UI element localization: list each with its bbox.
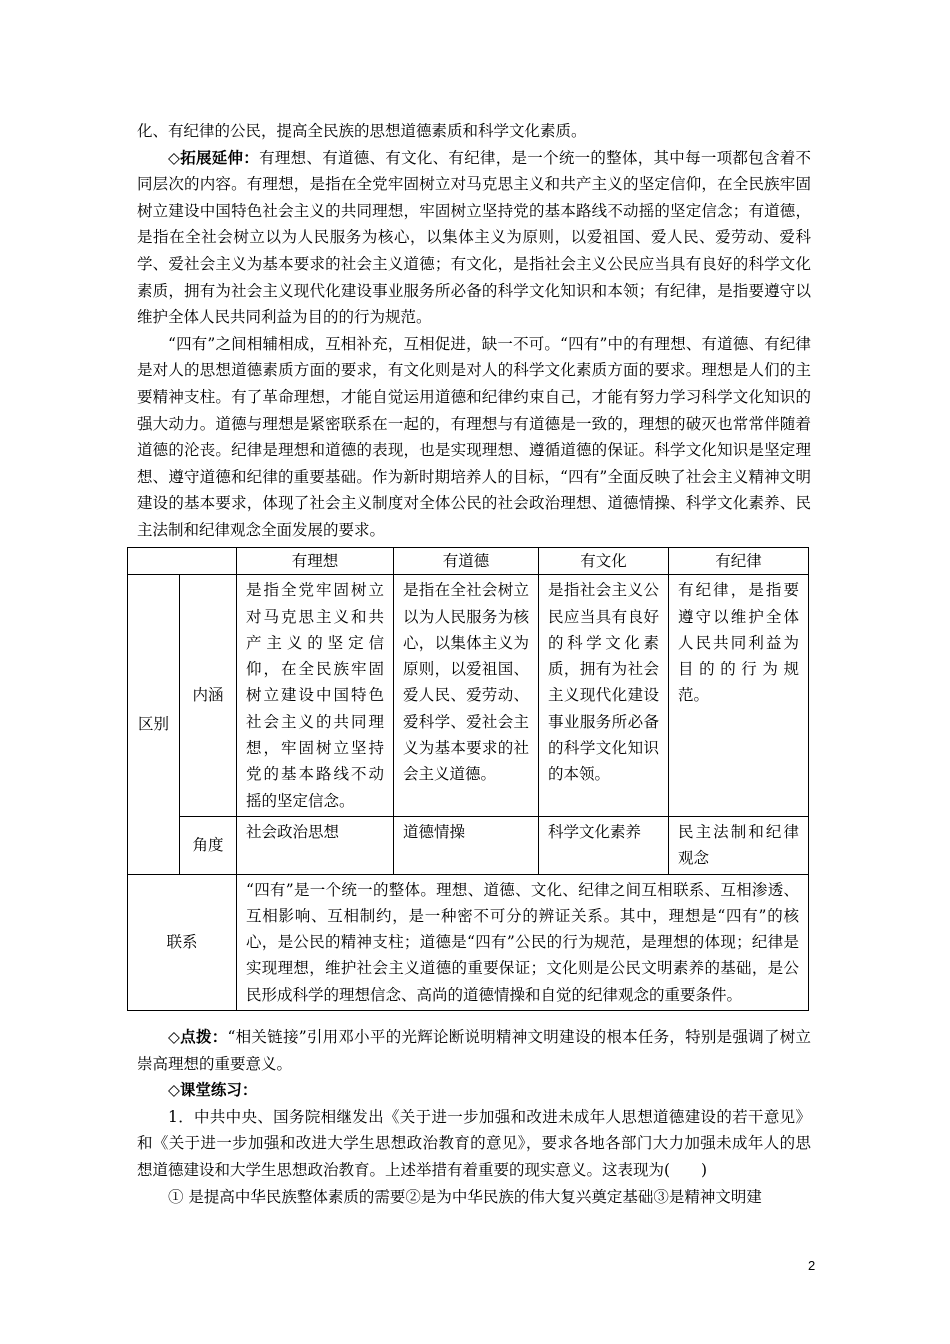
header-col: 有理想 <box>237 548 394 575</box>
table-cell: 是指全党牢固树立对马克思主义和共产主义的坚定信仰，在全民族牢固树立建设中国特色社会主义的共同理想，牢固树立坚持党的基本路线不动摇的坚定信念。 <box>237 575 394 817</box>
neihan-row <box>128 575 809 817</box>
extension-paragraph <box>137 145 811 331</box>
practice-label: ◇课堂练习： <box>168 1080 258 1100</box>
table-cell: 道德情操 <box>394 816 539 874</box>
question-1: 1．中共中央、国务院相继发出《关于进一步加强和改进未成年人思想道德建设的若干意见》和《关于进一步加强和改进大学生思想政治教育的意见》，要求各地各部门大力加强未成年人的思想道德建设和大学生思想政治教育。上述举措有着重要的现实意义。这表现为( ) <box>137 1107 811 1179</box>
header-col: 有纪律 <box>669 548 809 575</box>
intro-line: 化、有纪律的公民，提高全民族的思想道德素质和科学文化素质。 <box>137 122 587 140</box>
neihan-label: 内涵 <box>180 575 237 817</box>
jiaodu-row <box>128 816 809 874</box>
table-cell: 是指社会主义公民应当具有良好的科学文化素质，拥有为社会主义现代化建设事业服务所必备的科学文化知识的本领。 <box>539 575 669 817</box>
tip-label: ◇点拨： <box>168 1027 228 1046</box>
after-table-section <box>137 1024 811 1210</box>
options-line: ① 是提高中华民族整体素质的需要②是为中华民族的伟大复兴奠定基础③是精神文明建 <box>168 1187 762 1206</box>
header-empty <box>128 548 237 575</box>
page-number: 2 <box>808 1258 816 1273</box>
table-cell: 民主法制和纪律观念 <box>669 816 809 874</box>
comparison-table <box>127 547 809 1011</box>
tip-text: “相关链接”引用邓小平的光辉论断说明精神文明建设的根本任务，特别是强调了树立崇高理想的重要意义。 <box>137 1028 811 1073</box>
table-cell: 科学文化素养 <box>539 816 669 874</box>
extension-label: ◇拓展延伸： <box>168 147 260 167</box>
table-cell: 是指在全社会树立以为人民服务为核心，以集体主义为原则，以爱祖国、爱人民、爱劳动、爱科学、爱社会主义为基本要求的社会主义道德。 <box>394 575 539 817</box>
extension-text: 有理想、有道德、有文化、有纪律，是一个统一的整体，其中每一项都包含着不同层次的内容。有理想，是指在全党牢固树立对马克思主义和共产主义的坚定信仰，在全民族牢固树立建设中国特色社会主义的共同理想，牢固树立坚持党的基本路线不动摇的坚定信念；有道德，是指在全社会树立以为人民服务为核心，以集体主义为原则，以爱祖国、爱人民、爱劳动、爱科学、爱社会主义为基本要求的社会主义道德；有文化，是指社会主义公民应当具有良好的科学文化素质，拥有为社会主义现代化建设事业服务所必备的科学文化知识和本领；有纪律，是指要遵守以维护全体人民共同利益为目的的行为规范。 <box>137 148 811 327</box>
tip-paragraph <box>137 1024 811 1077</box>
lianxi-label: 联系 <box>128 874 237 1010</box>
document-body <box>137 118 811 544</box>
header-col: 有道德 <box>394 548 539 575</box>
table-header-row <box>128 548 809 575</box>
row-group-label: 区别 <box>128 575 180 874</box>
paragraph-2: “四有”之间相辅相成，互相补充，互相促进，缺一不可。“四有”中的有理想、有道德、有纪律是对人的思想道德素质方面的要求，有文化则是对人的科学文化素质方面的要求。理想是人们的主要精神支柱。有了革命理想，才能自觉运用道德和纪律约束自己，才能有努力学习科学文化知识的强大动力。道德与理想是紧密联系在一起的，有理想与有道德是一致的，理想的破灭也常常伴随着道德的沦丧。纪律是理想和道德的表现，也是实现理想、遵循道德的保证。科学文化知识是坚定理想、遵守道德和纪律的重要基础。作为新时期培养人的目标，“四有”全面反映了社会主义精神文明建设的基本要求，体现了社会主义制度对全体公民的社会政治理想、道德情操、科学文化素养、民主法制和纪律观念全面发展的要求。 <box>137 334 811 539</box>
lianxi-row <box>128 874 809 1010</box>
table-cell: 社会政治思想 <box>237 816 394 874</box>
jiaodu-label: 角度 <box>180 816 237 874</box>
lianxi-text: “四有”是一个统一的整体。理想、道德、文化、纪律之间互相联系、互相渗透、互相影响、互相制约，是一种密不可分的辨证关系。其中，理想是“四有”的核心，是公民的精神支柱；道德是“四有”公民的行为规范，是理想的体现；纪律是实现理想，维护社会主义道德的重要保证；文化则是公民文明素养的基础，是公民形成科学的理想信念、高尚的道德情操和自觉的纪律观念的重要条件。 <box>237 874 809 1010</box>
header-col: 有文化 <box>539 548 669 575</box>
table-cell: 有纪律，是指要遵守以维护全体人民共同利益为目的的行为规范。 <box>669 575 809 817</box>
